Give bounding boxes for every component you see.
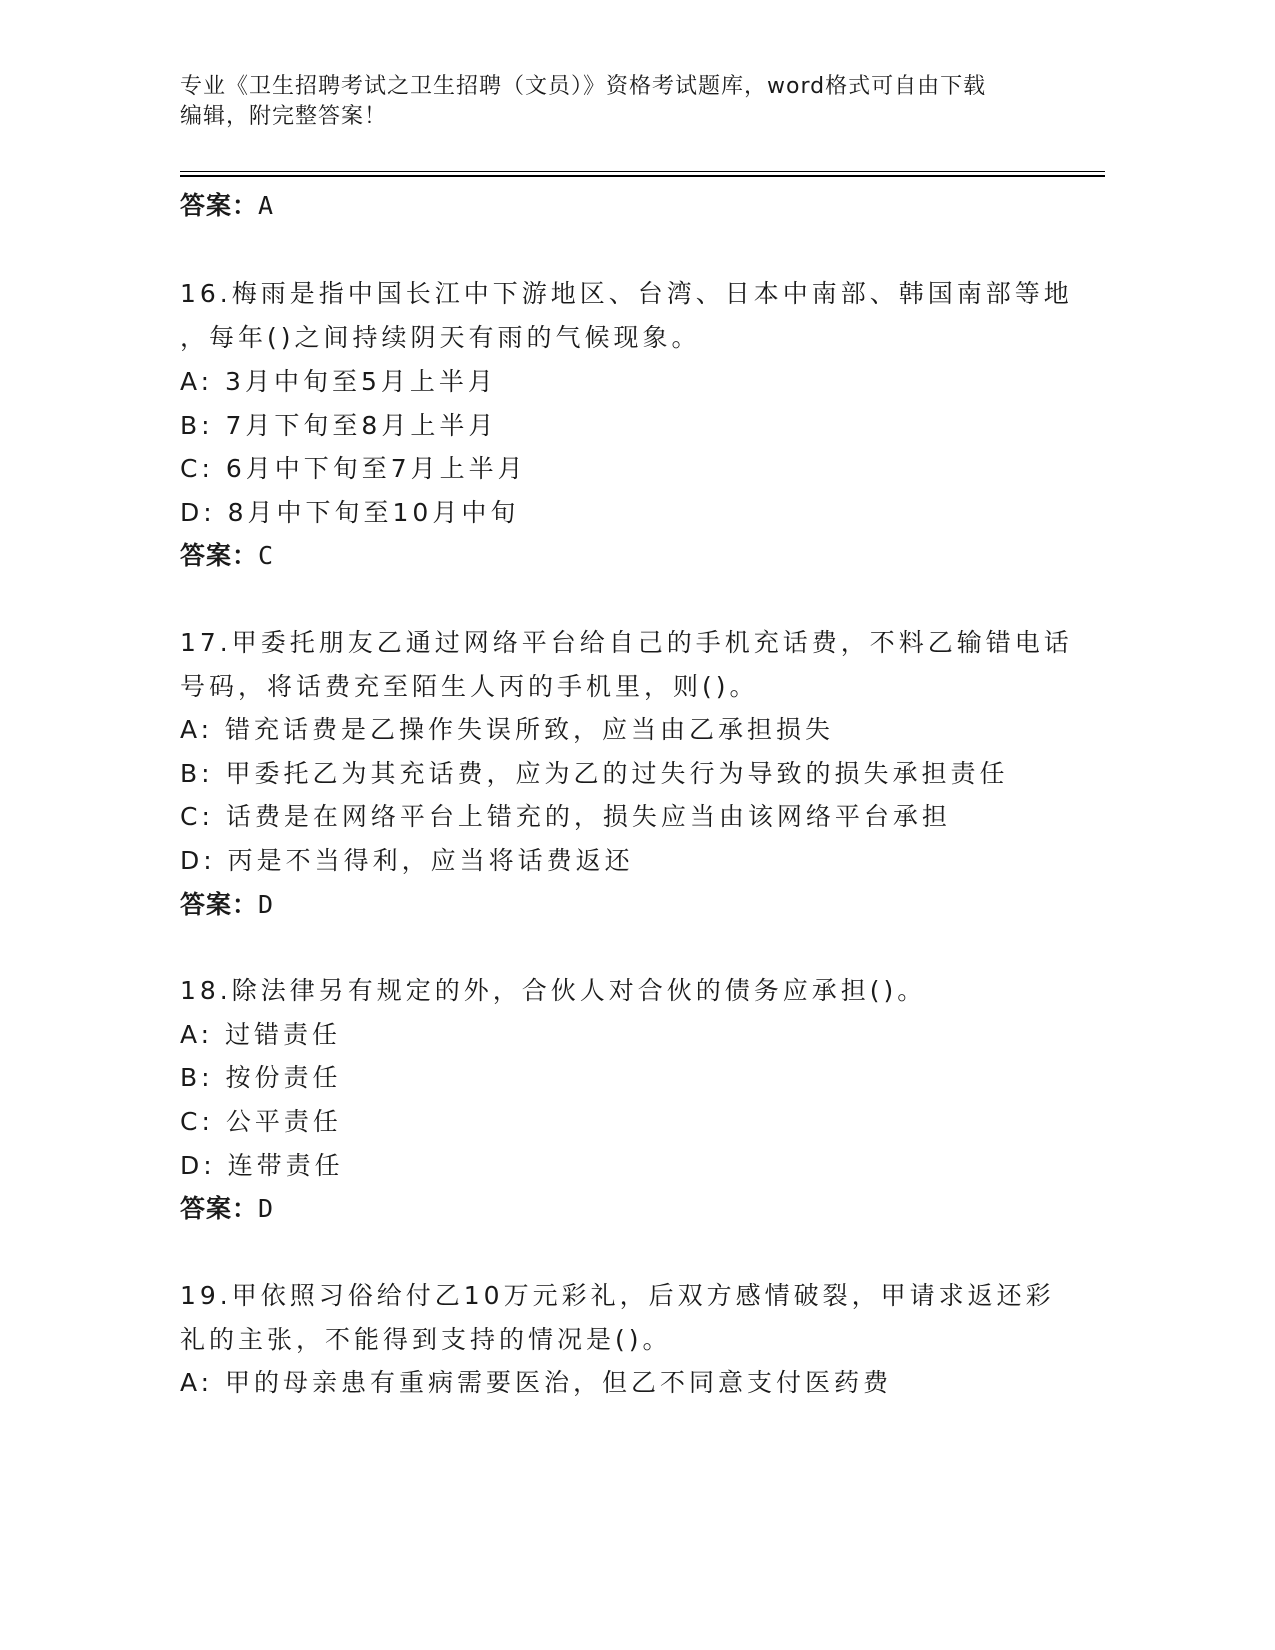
question-19-line-1: 19.甲依照习俗给付乙10万元彩礼，后双方感情破裂，甲请求返还彩 (180, 1281, 1055, 1310)
question-18-option-c: C: 公平责任 (180, 1107, 342, 1136)
question-17-option-b: B: 甲委托乙为其充话费，应为乙的过失行为导致的损失承担责任 (180, 759, 1009, 788)
question-19-option-a: A: 甲的母亲患有重病需要医治，但乙不同意支付医药费 (180, 1368, 893, 1397)
document-header (180, 72, 1040, 132)
answer-label: 答案： (180, 191, 259, 220)
header-divider-thick (180, 175, 1105, 177)
question-18-option-d: D: 连带责任 (180, 1151, 344, 1180)
question-18-answer (180, 1189, 274, 1225)
question-16-answer (180, 536, 274, 572)
answer-previous (180, 186, 274, 222)
question-16-line-2: ，每年()之间持续阴天有雨的气候现象。 (180, 323, 701, 352)
answer-value: A (258, 191, 275, 220)
question-16-option-a: A: 3月中旬至5月上半月 (180, 367, 497, 396)
header-line-1: 专业《卫生招聘考试之卫生招聘（文员）》资格考试题库，word格式可自由下载 (180, 74, 987, 99)
question-17-line-1: 17.甲委托朋友乙通过网络平台给自己的手机充话费，不料乙输错电话 (180, 628, 1073, 657)
question-19-line-2: 礼的主张，不能得到支持的情况是()。 (180, 1325, 672, 1354)
question-16-option-b: B: 7月下旬至8月上半月 (180, 411, 498, 440)
answer-label: 答案： (180, 1194, 259, 1223)
question-17-line-2: 号码，将话费充至陌生人丙的手机里，则()。 (180, 672, 759, 701)
answer-label: 答案： (180, 541, 259, 570)
question-17-answer (180, 885, 274, 921)
question-16-line-1: 16.梅雨是指中国长江中下游地区、台湾、日本中南部、韩国南部等地 (180, 279, 1073, 308)
answer-value: D (258, 1194, 275, 1223)
answer-label: 答案： (180, 890, 259, 919)
question-17-option-d: D: 丙是不当得利，应当将话费返还 (180, 846, 634, 875)
question-18-option-b: B: 按份责任 (180, 1063, 342, 1092)
answer-value: D (258, 890, 275, 919)
question-17-option-c: C: 话费是在网络平台上错充的，损失应当由该网络平台承担 (180, 802, 951, 831)
question-18-line-1: 18.除法律另有规定的外，合伙人对合伙的债务应承担()。 (180, 976, 927, 1005)
header-line-2: 编辑，附完整答案！ (180, 104, 388, 129)
question-16-option-c: C: 6月中下旬至7月上半月 (180, 454, 527, 483)
question-17-option-a: A: 错充话费是乙操作失误所致，应当由乙承担损失 (180, 715, 835, 744)
header-divider-thin (180, 171, 1105, 172)
question-18-option-a: A: 过错责任 (180, 1020, 342, 1049)
answer-value: C (258, 541, 275, 570)
question-16-option-d: D: 8月中下旬至10月中旬 (180, 498, 520, 527)
